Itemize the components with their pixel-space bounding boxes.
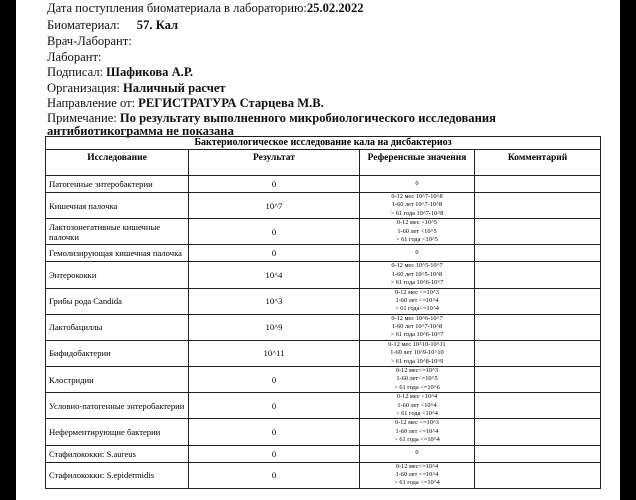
test-result: 10^7 (189, 193, 360, 219)
reference-line: 1-60 лет <=10^4 (395, 427, 439, 435)
comment-cell (475, 245, 601, 262)
note-line-2: антибиотикограмма не показана (47, 124, 234, 138)
reference-line: 0-12 мес 10^10-10^11 (388, 340, 446, 348)
comment-cell (475, 314, 601, 340)
reference-line: > 61 года <10^5 (396, 235, 438, 243)
reference-values (360, 393, 475, 419)
reference-values (360, 288, 475, 314)
table-row (46, 219, 601, 245)
reference-values (360, 176, 475, 193)
test-result: 10^3 (189, 288, 360, 314)
test-name: Лактозонегативные кишечные палочки (46, 219, 189, 245)
reference-line: 0-12 мес <10^5 (396, 219, 438, 227)
date-line: Дата поступления биоматериала в лабораторию:25.02.2022 (47, 1, 364, 15)
reference-line: 1-60 лет <=10^4 (395, 296, 439, 304)
test-name: Стафилококки: S.epidermidis (46, 462, 189, 488)
comment-cell (475, 367, 601, 393)
comment-cell (475, 462, 601, 488)
reference-line: 0 (415, 449, 419, 457)
reference-line: 1-60 лет<=10^5 (396, 375, 438, 383)
org-line: Организация: Наличный расчет (47, 81, 226, 95)
reference-line: 1-60 лет 10^9-10^10 (390, 349, 444, 357)
reference-values (360, 193, 475, 219)
comment-cell (475, 445, 601, 462)
test-name: Клостридии (46, 367, 189, 393)
table-row (46, 288, 601, 314)
reference-line: > 61 года <=10^4 (394, 436, 440, 444)
reference-line: > 61 года 10^7-10^8 (390, 209, 444, 217)
table-row (46, 462, 601, 488)
reference-line: > 61 года <=10^6 (394, 383, 440, 391)
note-line: Примечание: По результату выполненного микробиологического исследования (47, 111, 496, 125)
test-result: 0 (189, 176, 360, 193)
reference-line: > 61 года 10^6-10^7 (390, 331, 444, 339)
test-result: 0 (189, 245, 360, 262)
test-name: Кишечная палочка (46, 193, 189, 219)
test-name: Грибы рода Candida (46, 288, 189, 314)
comment-cell (475, 288, 601, 314)
reference-line: > 61 года 10^6-10^7 (390, 279, 444, 287)
reference-line: 0-12 мес 10^5-10^7 (391, 262, 443, 270)
column-header: Референсные значения (360, 150, 475, 176)
test-result: 0 (189, 219, 360, 245)
reference-line: 1-60 лет 10^7-10^8 (391, 323, 443, 331)
table-row (46, 193, 601, 219)
reference-values (360, 314, 475, 340)
comment-cell (475, 262, 601, 288)
table-caption: Бактериологическое исследование кала на дисбактериоз (46, 137, 601, 150)
results-table (45, 136, 600, 489)
comment-cell (475, 419, 601, 445)
test-name: Стафилококки: S.aureus (46, 445, 189, 462)
reference-values (360, 245, 475, 262)
reference-line: 1-60 лет 10^5-10^8 (391, 270, 443, 278)
reference-line: 0-12 мес <=10^3 (395, 288, 439, 296)
reference-line: 0-12 мес 10^6-10^7 (391, 314, 443, 322)
reference-line: 1-60 лет <10^4 (397, 401, 437, 409)
table-row (46, 445, 601, 462)
table-row (46, 393, 601, 419)
reference-values (360, 419, 475, 445)
test-name: Условно-патогенные энтеробактерии (46, 393, 189, 419)
test-result: 0 (189, 419, 360, 445)
reference-line: > 61 года 10^8-10^9 (390, 357, 444, 365)
table-row (46, 419, 601, 445)
comment-cell (475, 340, 601, 366)
test-result: 10^11 (189, 340, 360, 366)
reference-line: 0-12 мес<=10^4 (395, 462, 439, 470)
column-header: Исследование (46, 150, 189, 176)
reference-line: 0-12 мес<=10^3 (395, 367, 439, 375)
test-result: 0 (189, 445, 360, 462)
reference-values (360, 262, 475, 288)
reference-line: 0-12 мес <10^4 (396, 393, 438, 401)
table-row (46, 367, 601, 393)
comment-cell (475, 193, 601, 219)
comment-cell (475, 219, 601, 245)
report-page (16, 0, 620, 500)
doctor-line: Врач-Лаборант: (47, 34, 132, 48)
test-result: 0 (189, 462, 360, 488)
reference-line: > 61 года<=10^4 (395, 305, 439, 313)
test-name: Бифидобактерии (46, 340, 189, 366)
reference-line: 1-60 лет <=10^4 (395, 470, 439, 478)
table-row (46, 340, 601, 366)
reference-line: > 61 года <=10^4 (394, 479, 440, 487)
reference-line: > 61 года <10^4 (396, 409, 438, 417)
reference-values (360, 445, 475, 462)
reference-line: 0-12 мес <=10^3 (395, 419, 439, 427)
reference-line: 0 (415, 179, 419, 187)
table-row (46, 314, 601, 340)
test-name: Энтерококки (46, 262, 189, 288)
test-result: 10^4 (189, 262, 360, 288)
reference-line: 1-60 лет 10^7-10^8 (391, 201, 443, 209)
test-result: 0 (189, 367, 360, 393)
reference-values (360, 367, 475, 393)
table-row (46, 176, 601, 193)
column-header: Результат (189, 150, 360, 176)
table-header (46, 150, 601, 176)
comment-cell (475, 393, 601, 419)
column-header: Комментарий (475, 150, 601, 176)
signed-line: Подписал: Шафикова А.Р. (47, 65, 194, 79)
reference-line: 0-12 мес 10^7-10^8 (391, 193, 443, 200)
reference-values (360, 219, 475, 245)
test-name: Лактобациллы (46, 314, 189, 340)
table-row (46, 245, 601, 262)
test-result: 0 (189, 393, 360, 419)
lab-line: Лаборант: (47, 50, 102, 64)
referral-line: Направление от: РЕГИСТРАТУРА Старцева М.В. (47, 96, 324, 110)
reference-values (360, 340, 475, 366)
test-result: 10^9 (189, 314, 360, 340)
test-name: Гемолизирующая кишечная палочка (46, 245, 189, 262)
test-name: Патогенные энтеробактерии (46, 176, 189, 193)
biomaterial-line: Биоматериал: 57. Кал (47, 18, 179, 32)
reference-line: 0 (415, 249, 419, 257)
reference-line: 1-60 лет <10^5 (397, 227, 437, 235)
reference-values (360, 462, 475, 488)
test-name: Неферментирующие бактерии (46, 419, 189, 445)
comment-cell (475, 176, 601, 193)
table-row (46, 262, 601, 288)
